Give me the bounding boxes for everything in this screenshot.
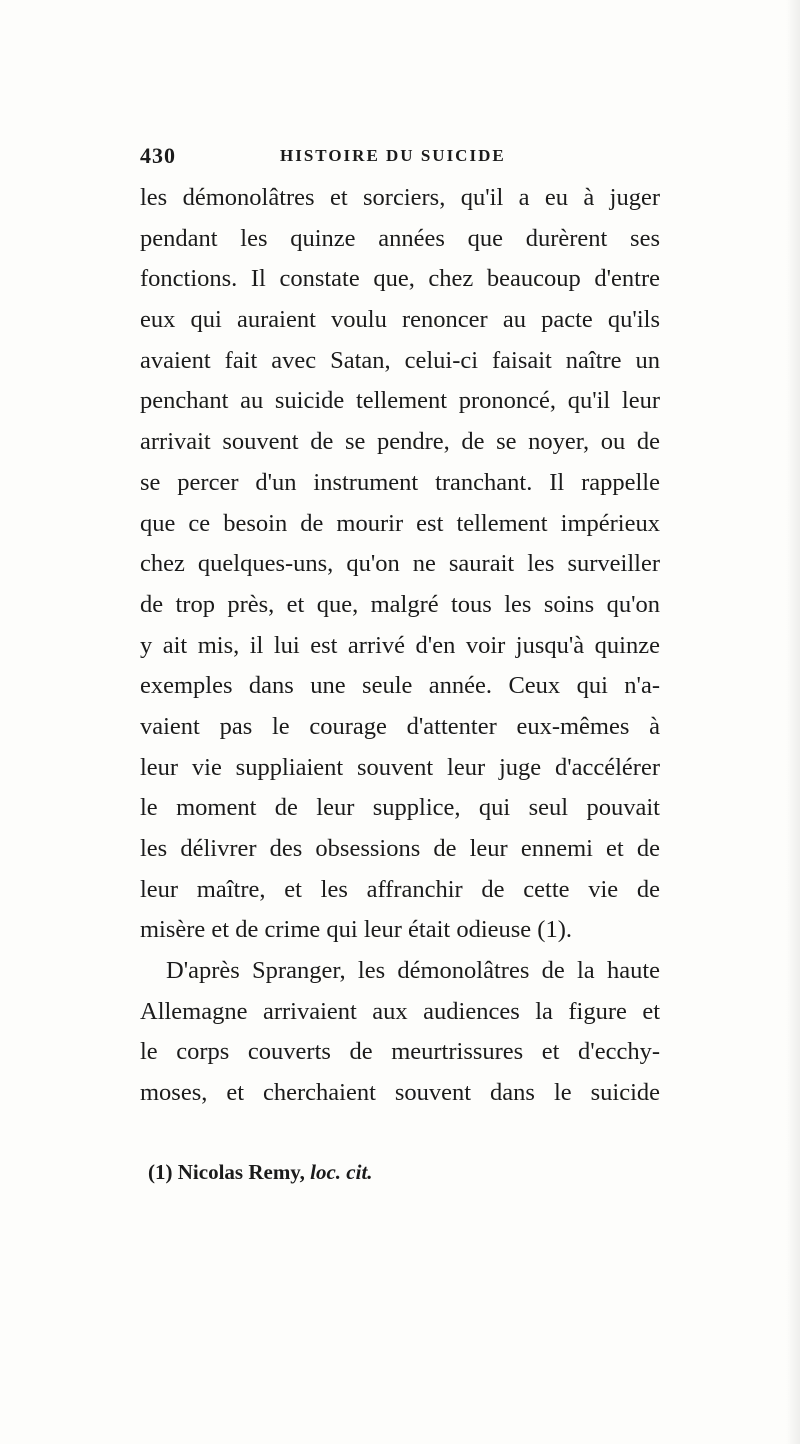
- footnote-marker: (1): [148, 1160, 173, 1184]
- page-number: 430: [140, 143, 176, 168]
- text-line: le corps couverts de meurtrissures et d'ecchy-: [140, 1038, 660, 1066]
- page-header: [140, 143, 640, 173]
- footnote-reference: loc. cit.: [310, 1160, 373, 1184]
- text-line: les démonolâtres et sorciers, qu'il a eu à juger: [140, 184, 660, 211]
- text-line: Allemagne arrivaient aux audiences la figure et: [140, 997, 660, 1025]
- text-line: arrivait souvent de se pendre, de se noyer, ou de: [140, 428, 660, 456]
- text-line: chez quelques-uns, qu'on ne saurait les surveiller: [140, 550, 660, 578]
- text-line: y ait mis, il lui est arrivé d'en voir jusqu'à quinze: [140, 631, 660, 659]
- text-line: de trop près, et que, malgré tous les soins qu'on: [140, 590, 660, 618]
- text-line: avaient fait avec Satan, celui-ci faisait naître un: [140, 346, 660, 374]
- footnote-author: Nicolas Remy,: [177, 1160, 305, 1184]
- text-line: fonctions. Il constate que, chez beaucoup d'entre: [140, 265, 660, 293]
- body-text: [140, 178, 660, 1114]
- text-line: leur maître, et les affranchir de cette vie de: [140, 875, 660, 903]
- text-line: vaient pas le courage d'attenter eux-mêmes à: [140, 712, 660, 740]
- text-line: misère et de crime qui leur était odieuse (1).: [140, 916, 572, 944]
- footnote: [148, 1160, 373, 1185]
- text-line: se percer d'un instrument tranchant. Il rappelle: [140, 468, 660, 496]
- text-line: exemples dans une seule année. Ceux qui n'a-: [140, 672, 660, 700]
- text-line: pendant les quinze années que durèrent ses: [140, 224, 660, 252]
- text-line: leur vie suppliaient souvent leur juge d'accélérer: [140, 753, 660, 781]
- text-line: D'après Spranger, les démonolâtres de la haute: [166, 957, 660, 985]
- page-edge-shadow: [786, 0, 800, 1444]
- text-line: moses, et cherchaient souvent dans le suicide: [140, 1079, 660, 1107]
- text-line: penchant au suicide tellement prononcé, qu'il leur: [140, 387, 660, 415]
- text-line: que ce besoin de mourir est tellement impérieux: [140, 509, 660, 537]
- running-title: HISTOIRE DU SUICIDE: [280, 146, 506, 165]
- text-line: le moment de leur supplice, qui seul pouvait: [140, 794, 660, 822]
- text-line: les délivrer des obsessions de leur ennemi et de: [140, 835, 660, 862]
- text-line: eux qui auraient voulu renoncer au pacte qu'ils: [140, 306, 660, 334]
